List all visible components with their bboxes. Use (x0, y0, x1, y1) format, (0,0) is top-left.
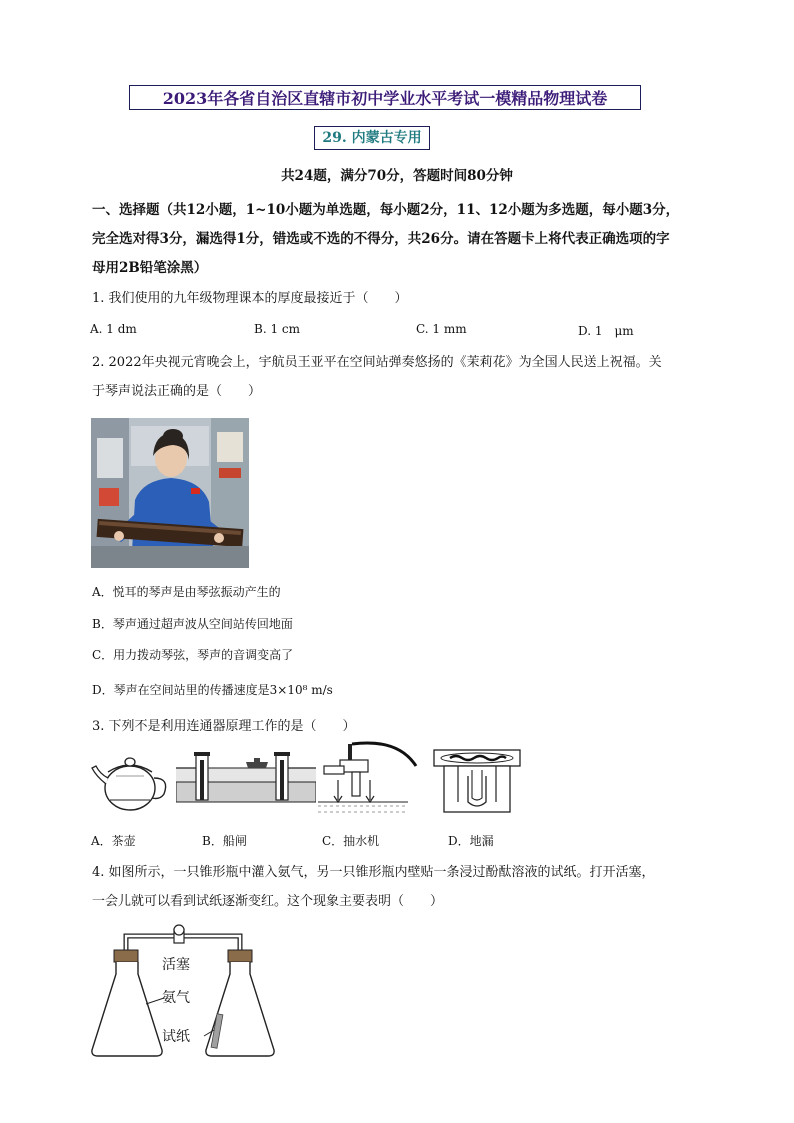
flask-apparatus-figure (90, 922, 276, 1060)
section-heading-line-2: 完全选对得3分，漏选得1分，错选或不选的不得分，共26分。请在答题卡上将代表正确选项的字 (92, 231, 670, 247)
valve-label: 活塞 (162, 957, 190, 973)
question-1-option-d: D. 1 μm (578, 324, 634, 338)
teapot-figure (90, 748, 170, 814)
question-4-line-1: 4. 如图所示，一只锥形瓶中灌入氨气，另一只锥形瓶内壁贴一条浸过酚酞溶液的试纸。打开活塞， (92, 865, 655, 880)
test-paper-label: 试纸 (162, 1029, 190, 1045)
question-2-option-d-text: D．琴声在空间站里的传播速度是 (92, 683, 270, 697)
question-3-option-a: A．茶壶 (91, 834, 136, 848)
exam-info: 共24题，满分70分，答题时间80分钟 (281, 168, 513, 184)
section-heading-line-3: 母用2B铅笔涂黑） (92, 260, 208, 276)
astronaut-guzheng-photo (91, 418, 249, 568)
astronaut-photo-svg (91, 418, 249, 568)
speed-formula: 3×10⁸ m/s (269, 683, 333, 697)
floor-drain-figure (432, 748, 522, 814)
question-2-stem (92, 348, 704, 406)
exam-subtitle: 29. 内蒙古专用 (314, 126, 430, 150)
question-4-stem (92, 858, 704, 916)
valve-icon (174, 925, 184, 935)
question-2-option-c: C．用力拨动琴弦，琴声的音调变高了 (92, 648, 294, 662)
question-1-option-b: B. 1 cm (254, 322, 300, 336)
question-2-option-d (92, 681, 333, 698)
question-4-line-2: 一会儿就可以看到试纸逐渐变红。这个现象主要表明（ ） (92, 894, 444, 909)
question-2-option-a: A．悦耳的琴声是由琴弦振动产生的 (92, 585, 281, 599)
section-heading (92, 196, 704, 283)
question-1-option-a: A. 1 dm (90, 322, 137, 336)
question-1-stem: 1. 我们使用的九年级物理课本的厚度最接近于（ ） (92, 291, 408, 306)
question-2-line-2: 于琴声说法正确的是（ ） (92, 384, 262, 399)
exam-title: 2023年各省自治区直辖市初中学业水平考试一模精品物理试卷 (129, 85, 641, 110)
section-heading-line-1: 一、选择题（共12小题，1~10小题为单选题，每小题2分，11、12小题为多选题，每小题3分， (92, 202, 680, 218)
question-1-option-c: C. 1 mm (416, 322, 467, 336)
question-3-option-b: B．船闸 (202, 834, 247, 848)
question-2-line-1: 2. 2022年央视元宵晚会上，宇航员王亚平在空间站弹奏悠扬的《茉莉花》为全国人民送上祝福。关 (92, 355, 662, 370)
ammonia-label: 氨气 (162, 990, 190, 1006)
question-3-option-d: D．地漏 (448, 834, 494, 848)
question-3-option-c: C．抽水机 (322, 834, 380, 848)
question-3-stem: 3. 下列不是利用连通器原理工作的是（ ） (92, 719, 356, 734)
water-pump-figure (318, 740, 418, 822)
ship-lock-figure (176, 748, 316, 810)
question-2-option-b: B．琴声通过超声波从空间站传回地面 (92, 617, 293, 631)
